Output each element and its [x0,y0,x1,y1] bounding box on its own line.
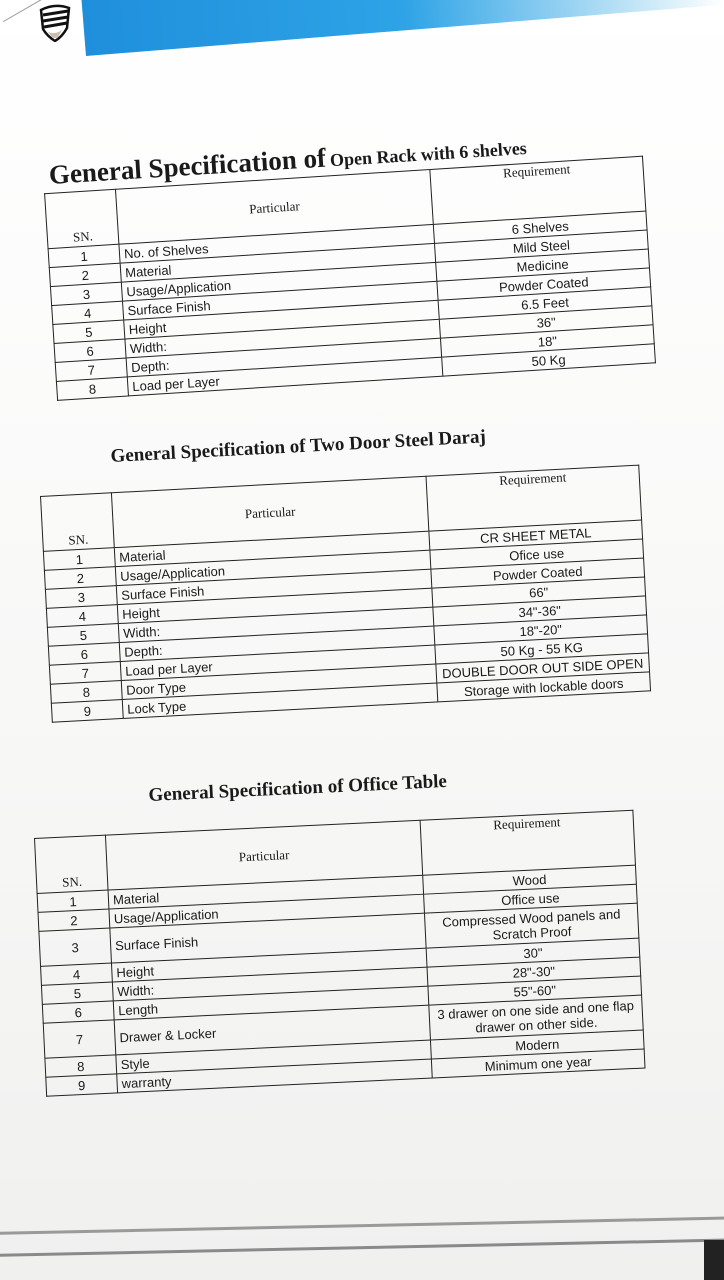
cell-particular: Material [108,875,424,909]
cell-particular: Lock Type [122,683,438,718]
cell-particular: Load per Layer [127,357,443,396]
title-main: General Specification of Two Door Steel Daraj [110,426,487,467]
cell-requirement: Ofice use [430,539,644,569]
cell-requirement: Mild Steel [434,230,648,262]
cell-requirement: 50 Kg [442,344,656,376]
column-header-sn: SN. [45,189,119,248]
cell-particular: warranty [117,1059,433,1093]
cell-particular: Length [113,986,429,1020]
cell-requirement: Modern [430,1030,644,1059]
cell-particular: Material [114,531,430,566]
cell-requirement: DOUBLE DOOR OUT SIDE OPEN [436,653,650,683]
spec-table [44,156,656,401]
cell-requirement: Medicine [436,249,650,281]
cell-sn: 7 [43,1020,116,1058]
cell-requirement: 6 Shelves [433,211,647,243]
cell-sn: 6 [54,339,126,362]
column-header-sn: SN. [35,835,109,893]
title-main: General Specification of [48,142,327,190]
cell-requirement: Office use [424,884,638,913]
cell-sn: 8 [45,1055,117,1077]
cell-requirement: 50 Kg - 55 KG [435,634,649,664]
cell-requirement: Wood [423,865,637,894]
cell-sn: 8 [50,680,122,703]
column-header-particular: Particular [111,476,428,547]
cell-sn: 4 [41,963,113,985]
cell-sn: 5 [53,320,125,343]
title-sub: Open Rack with 6 shelves [329,137,528,171]
cell-particular: Height [117,588,433,623]
cell-requirement: 6.5 Feet [438,287,652,319]
background-corner [704,1240,724,1280]
cell-sn: 1 [48,244,120,267]
cell-requirement: Storage with lockable doors [437,672,651,702]
shield-stripes-icon [38,4,72,42]
cell-sn: 9 [51,699,123,722]
column-header-requirement: Requirement [430,156,646,224]
cell-requirement: CR SHEET METAL [429,520,643,550]
cell-sn: 7 [55,358,127,381]
spec-table-wrap-steel-daraj [40,465,651,723]
cell-particular: Door Type [121,664,437,699]
cell-particular: Surface Finish [123,281,439,320]
cell-requirement: 66" [432,577,646,607]
cell-sn: 4 [52,301,124,324]
cell-particular: Usage/Application [109,894,425,928]
cell-sn: 8 [56,377,128,400]
cell-requirement: Compressed Wood panels and Scratch Proof [424,903,638,948]
cell-sn: 4 [46,605,118,628]
cell-particular: Height [111,948,427,982]
column-header-requirement: Requirement [426,465,642,531]
cell-sn: 5 [47,624,119,647]
cell-particular: Usage/Application [115,550,431,585]
cell-particular: Depth: [119,626,435,661]
spec-table-wrap-office-table [34,810,646,1097]
cell-particular: Surface Finish [110,913,426,963]
cell-sn: 3 [45,586,117,609]
cell-particular: Load per Layer [120,645,436,680]
cell-particular: Width: [118,607,434,642]
cell-requirement: 36" [439,306,653,338]
cell-sn: 7 [49,662,121,685]
cell-requirement: 34"-36" [433,596,647,626]
cell-requirement: 55"-60" [428,976,642,1005]
cell-sn: 3 [39,928,112,966]
column-header-requirement: Requirement [420,810,635,875]
cell-particular: Depth: [126,338,442,377]
cell-requirement: Powder Coated [437,268,651,300]
cell-requirement: 28"-30" [427,957,641,986]
cell-sn: 5 [41,982,113,1004]
cell-sn: 6 [42,1001,114,1023]
cell-particular: Surface Finish [116,569,432,604]
cell-particular: Drawer & Locker [114,1005,430,1055]
cell-sn: 6 [48,643,120,666]
cell-particular: Style [116,1040,432,1074]
cell-sn: 1 [43,548,115,571]
cell-requirement: Minimum one year [431,1049,645,1078]
column-header-particular: Particular [105,820,422,890]
cell-sn: 2 [49,263,121,286]
cell-sn: 2 [38,909,110,931]
spec-table [34,810,646,1097]
cell-particular: Height [124,300,440,339]
title-main: General Specification of Office Table [148,770,448,806]
cell-particular: Material [120,243,436,282]
cell-requirement: 3 drawer on one side and one flap drawer on other side. [429,995,643,1040]
cell-sn: 9 [46,1074,118,1096]
cell-particular: No. of Shelves [119,224,435,263]
cell-sn: 2 [44,567,116,590]
cell-particular: Width: [112,967,428,1001]
spec-section-open-rack [48,123,656,401]
cell-requirement: Powder Coated [431,558,645,588]
cell-particular: Usage/Application [121,262,437,301]
column-header-sn: SN. [41,493,115,552]
cell-requirement: 18" [440,325,654,357]
cell-requirement: 30" [426,938,640,967]
column-header-particular: Particular [115,170,433,245]
spec-table [40,465,651,723]
cell-requirement: 18"-20" [434,615,648,645]
cell-sn: 1 [37,890,109,912]
cell-particular: Width: [125,319,441,358]
cell-sn: 3 [50,282,122,305]
